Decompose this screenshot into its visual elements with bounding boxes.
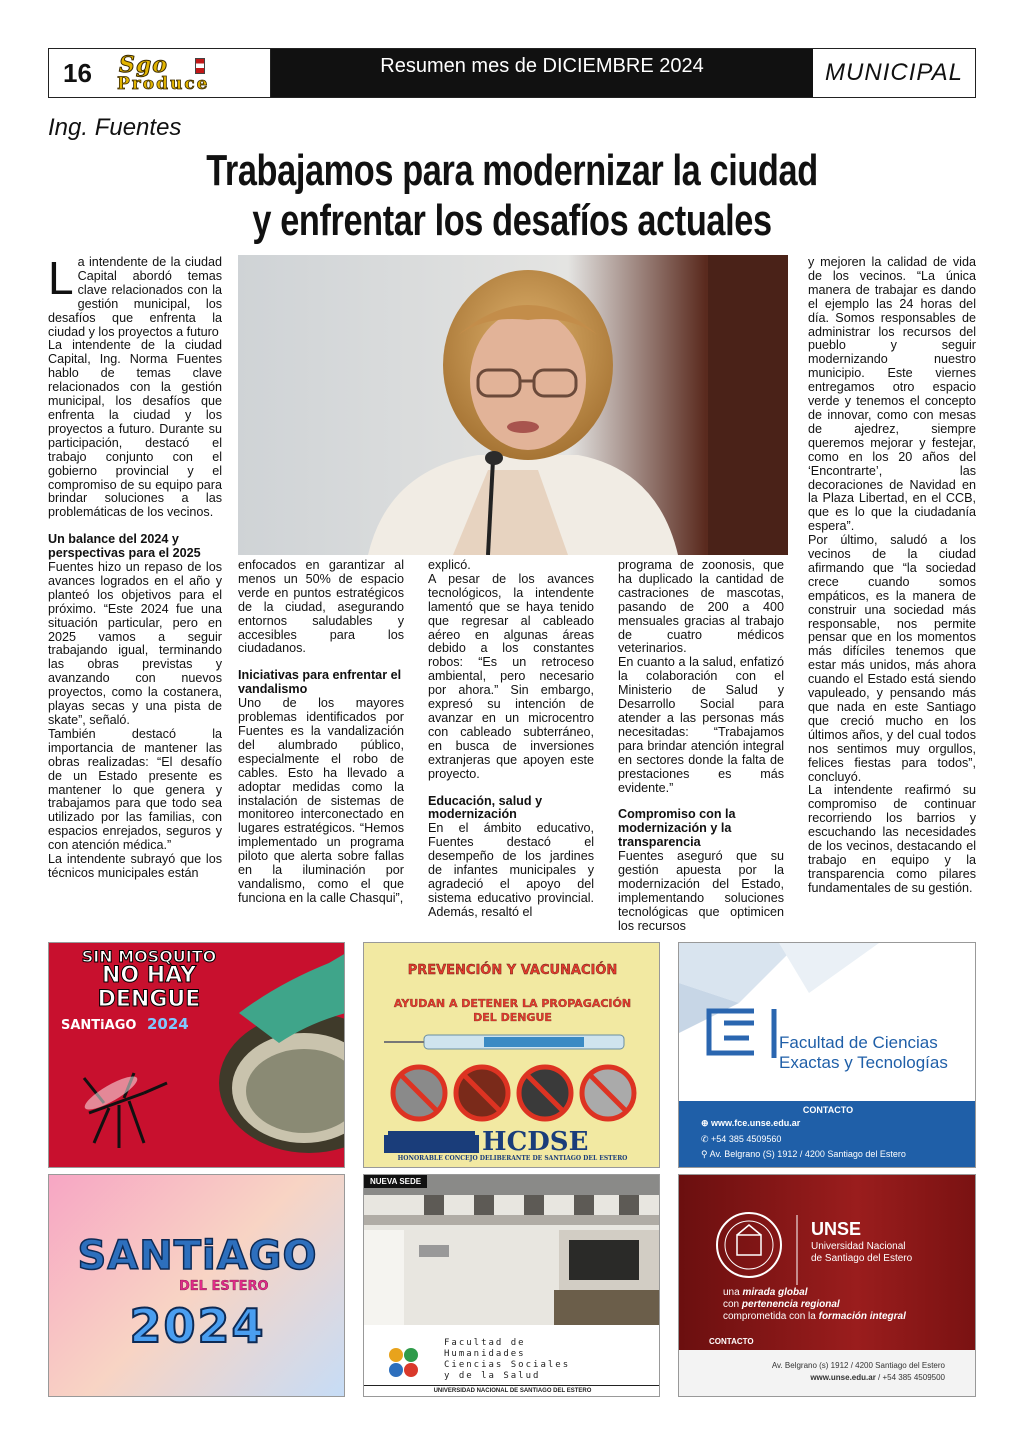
prohibited-icons xyxy=(393,1067,634,1119)
publication-logo xyxy=(113,52,253,94)
ad-unse-name2: de Santiago del Estero xyxy=(811,1253,913,1264)
ad-santiago-word: SANTiAGO xyxy=(77,1233,318,1279)
issue-banner xyxy=(271,49,813,97)
ad-fce-web-text: www.fce.unse.edu.ar xyxy=(711,1118,801,1128)
article-kicker: Ing. Fuentes xyxy=(48,114,182,141)
body-paragraph: explicó. xyxy=(428,558,471,572)
ad-fce-name1: Facultad de Ciencias xyxy=(779,1033,938,1052)
fce-logo-icon xyxy=(709,1009,774,1058)
ad-sin-mosquito[interactable] xyxy=(48,942,345,1168)
ad-unse-tagline-3 xyxy=(723,1311,906,1322)
ad-fce-address xyxy=(701,1149,906,1160)
tagline-emphasis: mirada global xyxy=(742,1287,808,1298)
article-column-5 xyxy=(808,256,976,896)
ad-fce[interactable] xyxy=(678,942,976,1168)
location-pin-icon: ⚲ xyxy=(701,1149,710,1159)
ad-fhcss-name4: y de la Salud xyxy=(444,1371,541,1381)
ad-fce-address-text: Av. Belgrano (S) 1912 / 4200 Santiago del Estero xyxy=(709,1149,906,1159)
ad-unse-phone: / +54 385 4509500 xyxy=(875,1373,945,1382)
ad-fhcss-footer: UNIVERSIDAD NACIONAL DE SANTIAGO DEL ESTERO xyxy=(364,1385,660,1394)
logo-word-produce: Produce xyxy=(117,74,210,94)
ad-fhcss-name3: Ciencias Sociales xyxy=(444,1360,571,1370)
ad-unse-name1: Universidad Nacional xyxy=(811,1241,906,1252)
page-number: 16 xyxy=(63,57,92,88)
unse-shield-icon xyxy=(717,1213,781,1277)
ad-unse-contact xyxy=(810,1373,945,1382)
ad-unse-address: Av. Belgrano (s) 1912 / 4200 Santiago del Estero xyxy=(771,1361,945,1370)
ad-santiago-year: 2024 xyxy=(129,1299,266,1353)
article-column-4 xyxy=(618,559,784,934)
ad-fce-phone-text: +54 385 4509560 xyxy=(711,1134,782,1144)
article-column-3 xyxy=(428,559,594,920)
body-paragraph: Por último, saludó a los vecinos de la ciudad afirmando que “la sociedad crece cuando somos empáticos, es la manera de construir una sociedad más responsable, nos permite pensar que en los momentos más difíciles tenemos que estar más unidos, más ahora cuando el Estado está siendo vapuleado, y pensando más que nada en este Santiago que creció mucho en los últimos años, y del cual todos nos sentimos muy orgullos, felices fiestas para todos”, concluyó. xyxy=(808,533,976,784)
body-paragraph: programa de zoonosis, que ha duplicado la cantidad de castraciones de mascotas, pasando de 200 a 400 mensuales gracias al trabajo de cuatro médicos veterinarios. xyxy=(618,558,784,656)
body-paragraph: La intendente de la ciudad Capital, Ing. Norma Fuentes hablo de temas clave relacionados con la gestión municipal, los desafíos que enfrenta la ciudad y los proyectos a futuro. Durante su participación, destacó el trabajo conjunto con el gobierno provincial y el compromiso de su equipo para brindar soluciones a las problemáticas de los vecinos. xyxy=(48,338,222,520)
subheading: Un balance del 2024 y perspectivas para el 2025 xyxy=(48,532,201,561)
ad-hcd-sub2: DEL DENGUE xyxy=(473,1011,552,1024)
ad-unse-tagline-2 xyxy=(723,1299,840,1310)
ad-unse-contact-title: CONTACTO xyxy=(709,1337,754,1346)
hcd-building-icon xyxy=(384,1131,479,1153)
flag-icon xyxy=(195,58,205,74)
ad-fce-name2: Exactas y Tecnologías xyxy=(779,1053,948,1072)
ad-fce-contact-title: CONTACTO xyxy=(802,1105,854,1115)
body-paragraph: La intendente reafirmó su compromiso de continuar recorriendo los barrios y escuchando las necesidades de los vecinos, destacando el trabajo en equipo y la transparencia como pilares fundamentales de su gestión. xyxy=(808,783,976,895)
ad-fce-web xyxy=(701,1118,800,1129)
ad-hcd-prevencion[interactable] xyxy=(363,942,660,1168)
ad-unse-web: www.unse.edu.ar xyxy=(810,1373,876,1382)
article-column-1 xyxy=(48,252,222,881)
globe-icon: ⊕ xyxy=(701,1118,712,1128)
subheading: Iniciativas para enfrentar el vandalismo xyxy=(238,668,402,697)
body-paragraph: También destacó la importancia de mantener las obras realizadas: “El desafío de un Estado presente es mantener lo que genera y trabajamos para que todo sea utilizado por las familias, con espacios enrejados, seguros y con atención médica.” xyxy=(48,726,222,853)
ad-fhcss-badge: NUEVA SEDE xyxy=(364,1175,427,1188)
body-paragraph: Uno de los mayores problemas identificados por Fuentes es la vandalización del alumbrado público, especialmente el robo de cables. Esto ha llevado a adoptar medidas como la instalación de sistemas de monitoreo interconectado en lugares estratégicos. “Hemos implementado un programa piloto que alerta sobre fallas en la iluminación por vandalismo, como el que funciona en la calle Chasqui”, xyxy=(238,696,404,905)
ad-dengue-line3: DENGUE xyxy=(97,987,201,1012)
ad-fce-phone xyxy=(701,1134,781,1145)
body-paragraph: y mejoren la calidad de vida de los vecinos. “La única manera de trabajar es dando el ejemplo las 24 horas del día. Somos responsables de administrar los recursos del pueblo y seguir modernizando nuestro municipio. Este viernes entregamos otro espacio verde y tenemos el concepto de innovar, como con mesas de ajedrez, siempre queremos mejorar y festejar, como en los 20 años del ‘Encontrarte’, las decoraciones de Navidad en la Plaza Libertad, en el CCB, que es lo que la ciudadanía espera”. xyxy=(808,255,976,534)
body-paragraph: A pesar de los avances tecnológicos, la intendente lamentó que se haya tenido que regresar al cableado aéreo en algunas áreas debido a los constantes robos: “Es un retroceso ambiental, pero necesario por ahora.” Sin embargo, expresó su intención de avanzar en un microcentro con cableado subterráneo, en busca de inversiones extranjeras que apoyen este proyecto. xyxy=(428,571,594,781)
ad-hcd-footer: HONORABLE CONCEJO DELIBERANTE DE SANTIAGO DEL ESTERO xyxy=(397,1155,628,1162)
tagline-text: comprometida con la xyxy=(723,1311,819,1322)
article-photo xyxy=(238,255,788,555)
ad-fhcss[interactable] xyxy=(363,1174,660,1397)
headline-line-2: y enfrentar los desafíos actuales xyxy=(252,196,772,245)
issue-title: Resumen mes de DICIEMBRE 2024 xyxy=(380,54,704,77)
subheading: Educación, salud y modernización xyxy=(428,793,543,822)
ad-unse-acronym: UNSE xyxy=(811,1219,862,1239)
tagline-emphasis: pertenencia regional xyxy=(741,1299,840,1310)
ad-hcd-title: PREVENCIÓN Y VACUNACIÓN xyxy=(407,963,618,978)
tagline-text: con xyxy=(723,1299,742,1310)
header-left xyxy=(49,49,271,97)
body-paragraph: enfocados en garantizar al menos un 50% de espacio verde en puntos estratégicos de la ciudad, asegurando entornos saludables y accesibles para los ciudadanos. xyxy=(238,558,404,656)
ad-santiago-2024[interactable] xyxy=(48,1174,345,1397)
section-name: MUNICIPAL xyxy=(813,49,975,97)
phone-icon: ✆ xyxy=(701,1134,712,1144)
drop-cap: L xyxy=(48,252,74,304)
body-paragraph: En cuanto a la salud, enfatizó la colaboración con el Ministerio de Salud y Desarrollo Social para atender a las personas más necesitadas: “Trabajamos para brindar atención integral en sectores donde la falta de prestaciones es más evidente.” xyxy=(618,655,784,795)
ad-santiago-sub: DEL ESTERO xyxy=(179,1279,269,1294)
body-paragraph: En el ámbito educativo, Fuentes destacó el desempeño de los jardines de infantes municipales y agradeció el apoyo del sistema educativo provincial. Además, resaltó el xyxy=(428,821,594,919)
ad-fhcss-name2: Humanidades xyxy=(444,1349,526,1359)
ad-unse-tagline-1 xyxy=(723,1287,807,1298)
article-column-2 xyxy=(238,559,404,906)
ad-hcd-sub1: AYUDAN A DETENER LA PROPAGACIÓN xyxy=(393,997,632,1010)
ad-dengue-year: 2024 xyxy=(146,1015,189,1033)
headline-line-1: Trabajamos para modernizar la ciudad xyxy=(206,146,818,195)
subheading: Compromiso con la modernización y la transparencia xyxy=(618,807,736,850)
logo-word-sgo: Sgo xyxy=(119,52,168,78)
body-paragraph: La intendente subrayó que los técnicos municipales están xyxy=(48,852,222,880)
photo-intendente xyxy=(238,255,788,555)
article-headline xyxy=(113,146,912,246)
ad-dengue-brand: SANTiAGO xyxy=(61,1018,137,1033)
tagline-text: una xyxy=(723,1287,743,1298)
body-paragraph: Fuentes aseguró que su gestión apuesta por la modernización del Estado, implementando soluciones tecnológicas que optimicen los recursos xyxy=(618,849,784,933)
ad-fhcss-name1: Facultad de xyxy=(444,1338,526,1348)
tagline-emphasis: formación integral xyxy=(818,1311,906,1322)
page-header xyxy=(48,48,976,98)
ad-dengue-line2: NO HAY xyxy=(101,963,197,988)
ad-dengue-line1: SIN MOSQUITO xyxy=(81,947,217,966)
ad-unse[interactable] xyxy=(678,1174,976,1397)
lead-paragraph: a intendente de la ciudad Capital abordó temas clave relacionados con la gestión municipal, los desafíos que enfrenta la ciudad y los proyectos a futuro xyxy=(48,255,222,339)
body-paragraph: Fuentes hizo un repaso de los avances logrados en el año y planteó los objetivos para el próximo. “Este 2024 fue una situación particular, pero en 2025 vamos a seguir trabajando igual, terminando las obras previstas y avanzando con nuevos proyectos, como la costanera, playas secas y una pista de skate”, señaló. xyxy=(48,560,222,727)
ad-hcd-logo: HCDSE xyxy=(482,1127,589,1157)
